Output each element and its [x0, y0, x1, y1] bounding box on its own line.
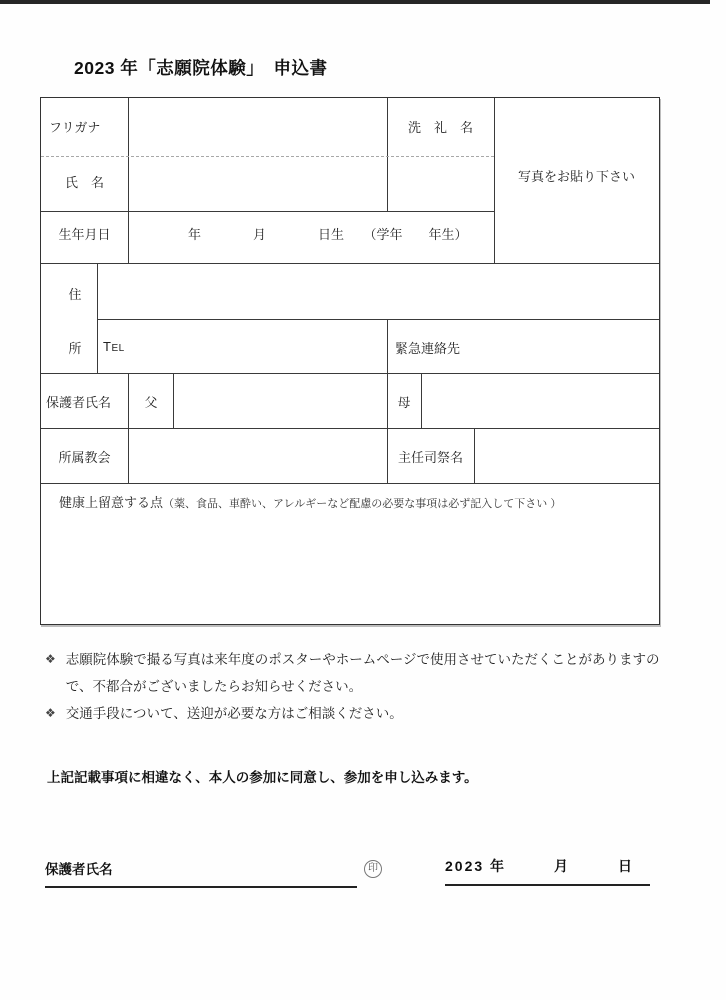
- grid-line-vertical: [474, 428, 475, 483]
- guardian-signature-line: [45, 858, 357, 888]
- baptismal-name-label: 洗 礼 名: [407, 120, 473, 135]
- birthdate-fields: 年 月 日生 （学年 年生）: [188, 227, 468, 242]
- father-label: 父: [144, 395, 158, 410]
- seal-mark-icon: 印: [364, 860, 382, 878]
- signature-guardian-label: 保護者氏名: [45, 862, 113, 877]
- photo-instruction: 写真をお貼り下さい: [517, 169, 635, 184]
- address-label-top: 住: [68, 287, 82, 302]
- grid-line-dashed: [41, 156, 494, 157]
- health-label: 健康上留意する点: [59, 495, 164, 510]
- application-form-table: [40, 97, 660, 625]
- note-item: [45, 646, 675, 700]
- grid-line-horizontal: [41, 483, 659, 484]
- grid-line-vertical: [97, 263, 98, 373]
- name-label: 氏 名: [64, 175, 104, 190]
- emergency-contact-label: 緊急連絡先: [395, 341, 461, 356]
- grid-line-vertical: [173, 373, 174, 428]
- note-text: 交通手段について、送迎が必要な方はご相談ください。: [65, 706, 403, 721]
- diamond-bullet-icon: ❖: [45, 706, 56, 720]
- notes-section: [45, 646, 675, 727]
- diamond-bullet-icon: ❖: [45, 652, 56, 666]
- grid-line-vertical: [387, 98, 388, 211]
- mother-label: 母: [397, 395, 411, 410]
- screen-top-edge: [0, 0, 710, 4]
- birthdate-label: 生年月日: [58, 227, 111, 242]
- date-line: 2023 年 月 日: [445, 856, 650, 886]
- chief-priest-label: 主任司祭名: [397, 450, 463, 465]
- tel-label: TEL: [103, 339, 125, 354]
- health-note: （薬、食品、車酔い、アレルギーなど配慮の必要な事項は必ず記入して下さい ）: [163, 498, 562, 510]
- grid-line-horizontal: [41, 373, 659, 374]
- grid-line-horizontal: [97, 319, 659, 320]
- grid-line-vertical: [421, 373, 422, 428]
- church-label: 所属教会: [58, 450, 111, 465]
- health-row: [59, 492, 649, 511]
- page-title: 2023 年「志願院体験」 申込書: [74, 58, 328, 78]
- guardian-name-label: 保護者氏名: [46, 395, 112, 410]
- note-item: [45, 700, 675, 727]
- grid-line-horizontal: [41, 428, 659, 429]
- note-text: 志願院体験で撮る写真は来年度のポスターやホームページで使用させていただくことがありますので、不都合がございましたらお知らせください。: [65, 652, 660, 694]
- grid-line-horizontal: [41, 263, 659, 264]
- address-label-bottom: 所: [68, 341, 82, 356]
- consent-statement: 上記記載事項に相違なく、本人の参加に同意し、参加を申し込みます。: [47, 770, 478, 785]
- grid-line-horizontal: [41, 211, 494, 212]
- furigana-label: フリガナ: [49, 120, 101, 135]
